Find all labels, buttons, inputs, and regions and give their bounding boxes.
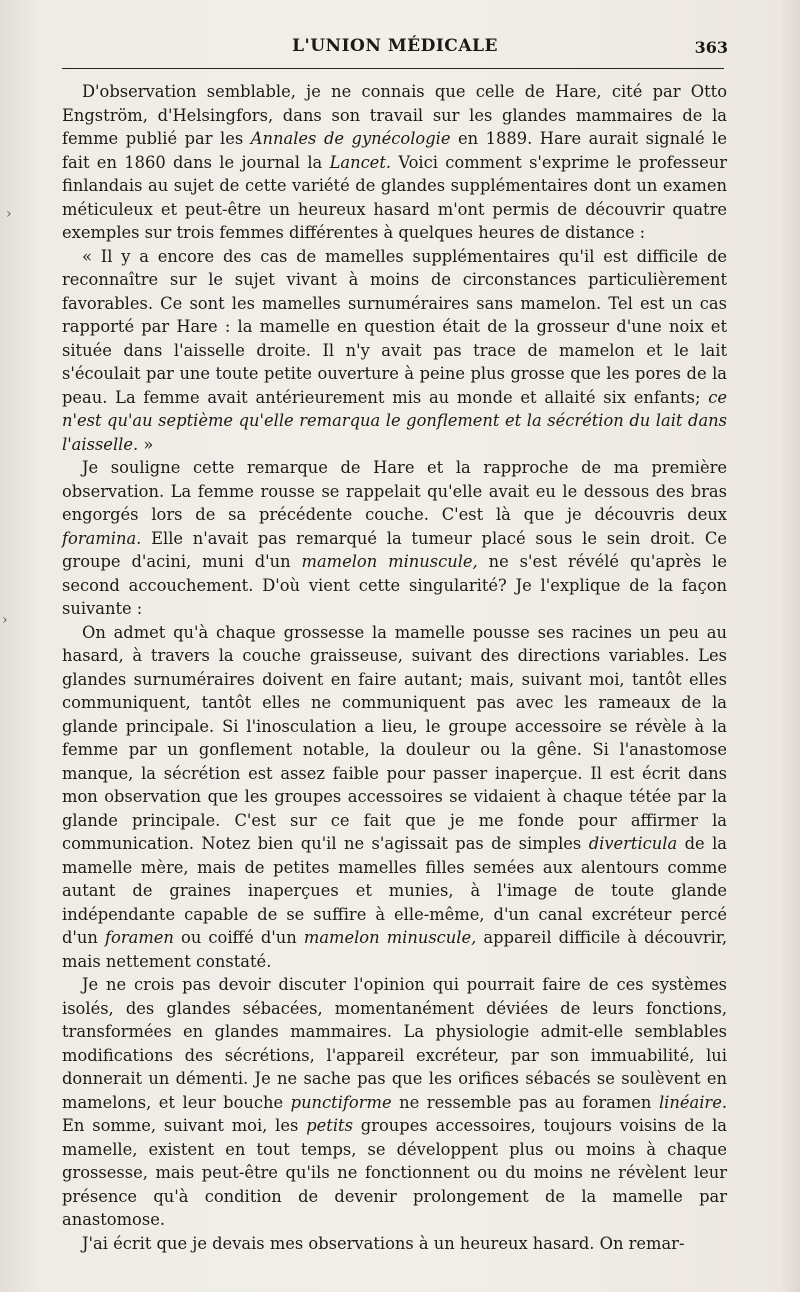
italic-text: mamelon minuscule, [301, 552, 478, 571]
text-run: D'observation semblable, je ne connais que celle de Hare, cité par Otto Engström, d'Helsingfors, dans son travail sur les glandes mammaires de la femme publié par les [62, 82, 727, 148]
article-body [62, 80, 727, 1255]
running-title: L'UNION MÉDICALE [292, 36, 498, 56]
italic-text: Annales de gynécologie [250, 129, 451, 148]
italic-text: foramina. [62, 528, 142, 548]
italic-text: Lancet. [329, 152, 392, 172]
text-run: de la mamelle mère, mais de petites mamelles filles semées aux alentours comme autant de graines inaperçues et munies, à l'image de toute glande indépendante capable de se suffire à elle-même, d'un canal excréteur percé d'un [62, 834, 727, 947]
italic-text: petits [306, 1116, 353, 1135]
header-rule [62, 68, 724, 69]
text-run: Je ne crois pas devoir discuter l'opinion qui pourrait faire de ces systèmes isolés, des glandes sébacées, momentanément déviées de leurs fonctions, transformées en glandes mammaires. La physiologie admit-elle semblables modifications des sécrétions, l'appareil excréteur, par son immuabilité, lui donnerait un démenti. Je ne sache pas que les orifices sébacés se soulèvent en mamelons, et leur bouche [62, 975, 727, 1112]
text-run: ou coiffé d'un [173, 928, 304, 947]
paragraph [62, 456, 727, 621]
text-run: J'ai écrit que je devais mes observations à un heureux hasard. On remar- [82, 1233, 685, 1253]
text-run: groupes accessoires, toujours voisins de la mamelle, existent en tout temps, se développent plus ou moins à chaque grossesse, mais peut-être qu'ils ne fonctionnent ou du moins ne révèlent leur présence qu'à condition de devenir prolongement de la mamelle par anastomose. [62, 1116, 728, 1229]
italic-text: ce n'est qu'au septième qu'elle remarqua le gonflement et la sécrétion du lait dans l'aisselle. [62, 387, 727, 454]
margin-mark: › [2, 612, 8, 628]
italic-text: diverticula [588, 834, 678, 853]
page-number: 363 [694, 38, 728, 57]
text-run: appareil difficile à découvrir, mais nettement constaté. [62, 928, 727, 971]
text-run: Elle n'avait pas remarqué la tumeur placé sous le sein droit. Ce groupe d'acini, muni d'un [62, 528, 727, 571]
paragraph [62, 973, 727, 1232]
paragraph [62, 80, 727, 245]
text-run: « Il y a encore des cas de mamelles supplémentaires qu'il est difficile de reconnaître sur le sujet vivant à moins de circonstances particulièrement favorables. Ce sont les mamelles surnuméraires sans mamelon. Tel est un cas rapporté par Hare : la mamelle en question était de la grosseur d'une noix et située dans l'aisselle droite. Il n'y avait pas trace de mamelon et le lait s'écoulait par une toute petite ouverture à peine plus grosse que les pores de la peau. La femme avait antérieurement mis au monde et allaité six enfants; [62, 246, 727, 407]
text-run: En somme, suivant moi, les [62, 1116, 307, 1135]
page-header [62, 30, 728, 64]
margin-mark: › [6, 206, 12, 222]
paragraph [62, 1232, 727, 1256]
text-run: » [138, 434, 154, 454]
text-run: Je souligne cette remarque de Hare et la rapproche de ma première observation. La femme rousse se rappelait qu'elle avait eu le dessous des bras engorgés lors de sa précédente couche. C'est là que je découvris deux [62, 458, 727, 524]
paragraph [62, 245, 727, 457]
text-run: On admet qu'à chaque grossesse la mamelle pousse ses racines un peu au hasard, à travers la couche graisseuse, suivant des directions variables. Les glandes surnuméraires doivent en faire autant; mais, suivant moi, tantôt elles communiquent, tantôt elles ne communiquent pas avec les rameaux de la glande principale. Si l'inosculation a lieu, le groupe accessoire se révèle à la femme par un gonflement notable, la douleur ou la gêne. Si l'anastomose manque, la sécrétion est assez faible pour passer inaperçue. Il est écrit dans mon observation que les groupes accessoires se vidaient à chaque tétée par la glande principale. C'est sur ce fait que je me fonde pour affirmer la communication. Notez bien qu'il ne s'agissait pas de simples [62, 622, 727, 853]
text-run: Voici comment s'exprime le professeur finlandais au sujet de cette variété de glandes supplémentaires dont un examen méticuleux et peut-être un heureux hasard m'ont permis de découvrir quatre exemples sur trois femmes différentes à quelques heures de distance : [62, 152, 727, 242]
text-run: en 1889. Hare aurait signalé le fait en 1860 dans le journal la [62, 129, 727, 172]
italic-text: punctiforme [290, 1092, 392, 1112]
italic-text: linéaire. [658, 1092, 728, 1112]
italic-text: foramen [105, 928, 174, 947]
text-run: ne ressemble pas au foramen [391, 1092, 659, 1112]
italic-text: mamelon minuscule, [303, 928, 477, 947]
paragraph [62, 621, 727, 974]
text-run: ne s'est révélé qu'après le second accouchement. D'où vient cette singularité? Je l'explique de la façon suivante : [62, 552, 728, 618]
